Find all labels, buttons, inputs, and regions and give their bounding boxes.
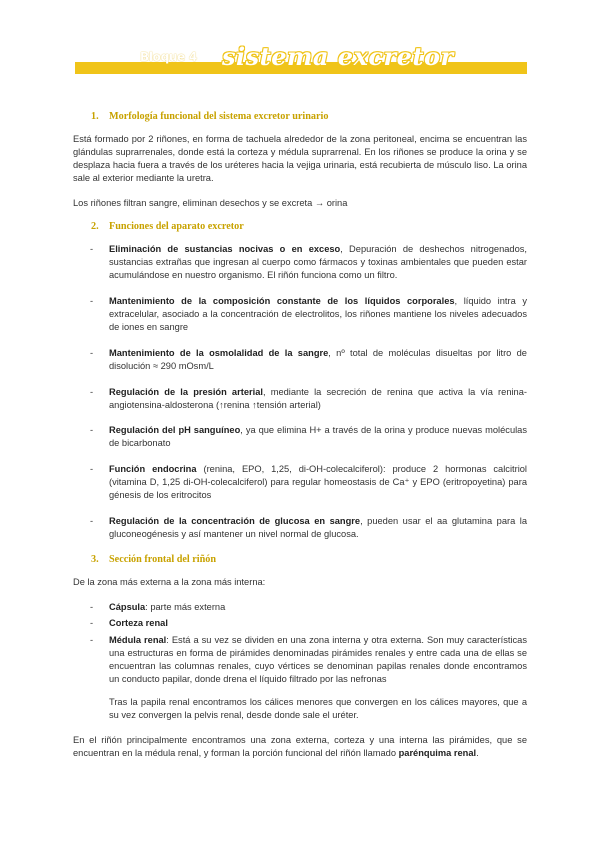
list-item: - Regulación del pH sanguíneo, ya que elimina H+ a través de la orina y produce nuevas moléculas de bicarbonato	[90, 425, 527, 449]
kidney-parts-list	[73, 601, 527, 686]
section-1-heading	[91, 111, 527, 124]
sub-paragraph: Tras la papila renal encontramos los cálices menores que convergen en los cálices mayores, que a su vez convergen la pelvis renal, desde donde sale el uréter.	[109, 697, 527, 720]
section-2-heading	[91, 221, 527, 234]
final-term: parénquima renal	[398, 747, 477, 758]
item-text: , mediante la secreción de renina que activa la vía renina-angiotensina-aldosterona (↑renina ↑tensión arterial)	[109, 386, 527, 410]
item-text: : Está a su vez se dividen en una zona interna y otra externa. Son muy características una estructuras en forma de pirámides denominadas pirámides renales y entre cada una de ellas se encuentran las columnas renales, cuyo vértices se denominan papilas renales donde encontramos un conducto papilar, donde drena el líquido filtrado por las nefronas	[109, 635, 527, 685]
section-title: Morfología funcional del sistema excretor urinario	[109, 111, 329, 122]
item-term: Cápsula	[109, 601, 146, 612]
header-title: sistema excretor	[222, 42, 454, 71]
list-item: - Mantenimiento de la composición constante de los líquidos corporales, líquido intra y extracelular, asociado a la concentración de electrolitos, los riñones mantiene los niveles adecuados de iones en sangre	[90, 296, 527, 332]
list-item: - Mantenimiento de la osmolalidad de la sangre, nº total de moléculas disueltas por litro de disolución ≈ 290 mOsm/L	[90, 347, 527, 371]
item-text: , nº total de moléculas disueltas por litro de disolución ≈ 290 mOsm/L	[109, 347, 527, 371]
list-item: - Regulación de la presión arterial, mediante la secreción de renina que activa la vía renina-angiotensina-aldosterona (↑renina ↑tensión arterial)	[90, 386, 527, 410]
item-term: Regulación del pH sanguíneo	[109, 425, 241, 436]
item-text: , ya que elimina H+ a través de la orina y produce nuevas moléculas de bicarbonato	[109, 425, 527, 449]
item-text: : parte más externa	[145, 601, 226, 612]
item-term: Eliminación de sustancias nocivas o en exceso	[109, 244, 341, 255]
paragraph: De la zona más externa a la zona más interna:	[73, 576, 266, 587]
list-item: - Función endocrina (renina, EPO, 1,25, di-OH-colecalciferol): produce 2 hormonas calcitriol (vitamina D, 1,25 di-OH-colecalciferol) para regular homeostasis de Ca⁺ y EPO (eritropoyetina) para génesis de los eritrocitos	[90, 464, 527, 501]
item-text: (renina, EPO, 1,25, di-OH-colecalciferol): produce 2 hormonas calcitriol (vitamina D, 1,25 di-OH-colecalciferol) para regular homeostasis de Ca⁺ y EPO (eritropoyetina) para génesis de los eritrocitos	[109, 464, 527, 501]
item-term: Corteza renal	[109, 618, 168, 629]
list-item: - Regulación de la concentración de glucosa en sangre, pueden usar el aa glutamina para la gluconeogénesis y así mantener un nivel normal de glucosa.	[90, 515, 527, 539]
list-item: - Médula renal: Está a su vez se dividen en una zona interna y otra externa. Son muy características una estructuras en forma de pirámides denominadas pirámides renales y entre cada una de ellas se encuentran las columnas renales, cuyo vértices se denominan papilas renales donde encontramos un conducto papilar, donde drena el líquido filtrado por las nefronas	[90, 635, 527, 685]
section-3-heading	[91, 554, 527, 567]
final-end: .	[476, 747, 479, 758]
section-title: Sección frontal del riñón	[109, 553, 217, 565]
section-number: 1.	[91, 111, 99, 122]
item-term: Mantenimiento de la osmolalidad de la sangre	[109, 347, 329, 358]
item-term: Función endocrina	[109, 464, 197, 475]
header-block-label: Bloque 4	[140, 50, 197, 64]
item-term: Mantenimiento de la composición constante de los líquidos corporales	[109, 296, 455, 307]
section-number: 2.	[91, 221, 99, 233]
item-text: , Depuración de deshechos nitrogenados, sustancias extrañas que ingresan al cuerpo como fármacos y toxinas ambientales que pueden estar acumulándose en nuestro organismo. El riñón funciona como un filtro.	[109, 244, 527, 281]
item-text: , pueden usar el aa glutamina para la gluconeogénesis y así mantener un nivel normal de glucosa.	[109, 515, 527, 539]
paragraph: Los riñones filtran sangre, eliminan desechos y se excreta → orina	[73, 197, 348, 208]
section-number: 3.	[91, 553, 99, 565]
final-text: En el riñón principalmente encontramos una zona externa, corteza y una interna las pirámides, que se encuentran en la médula renal, y forman la porción funcional del riñón llamado	[73, 734, 527, 758]
functions-list	[73, 243, 527, 540]
paragraph: Está formado por 2 riñones, en forma de tachuela alrededor de la zona peritoneal, encima se encuentran las glándulas suprarrenales, donde está la corteza y médula suprarrenal. En los riñones se produce la orina y se desplaza hacia fuera a través de los uréteres hacia la vejiga urinaria, está recubierta de músculo liso. La orina sale al exterior mediante la uretra.	[73, 133, 527, 183]
list-item: - Corteza renal	[90, 618, 168, 629]
item-text: , líquido intra y extracelular, asociado a la concentración de electrolitos, los riñones mantiene los niveles adecuados de iones en sangre	[109, 296, 527, 332]
document-body	[73, 111, 527, 772]
section-title: Funciones del aparato excretor	[109, 221, 244, 233]
final-paragraph	[73, 734, 527, 760]
item-term: Médula renal	[109, 635, 167, 646]
item-term: Regulación de la concentración de glucosa en sangre	[109, 515, 361, 526]
list-item: - Cápsula: parte más externa	[90, 601, 226, 612]
item-term: Regulación de la presión arterial	[109, 386, 263, 397]
list-item: - Eliminación de sustancias nocivas o en exceso, Depuración de deshechos nitrogenados, sustancias extrañas que ingresan al cuerpo como fármacos y toxinas ambientales que pueden estar acumulándose en nuestro organismo. El riñón funciona como un filtro.	[90, 244, 527, 281]
